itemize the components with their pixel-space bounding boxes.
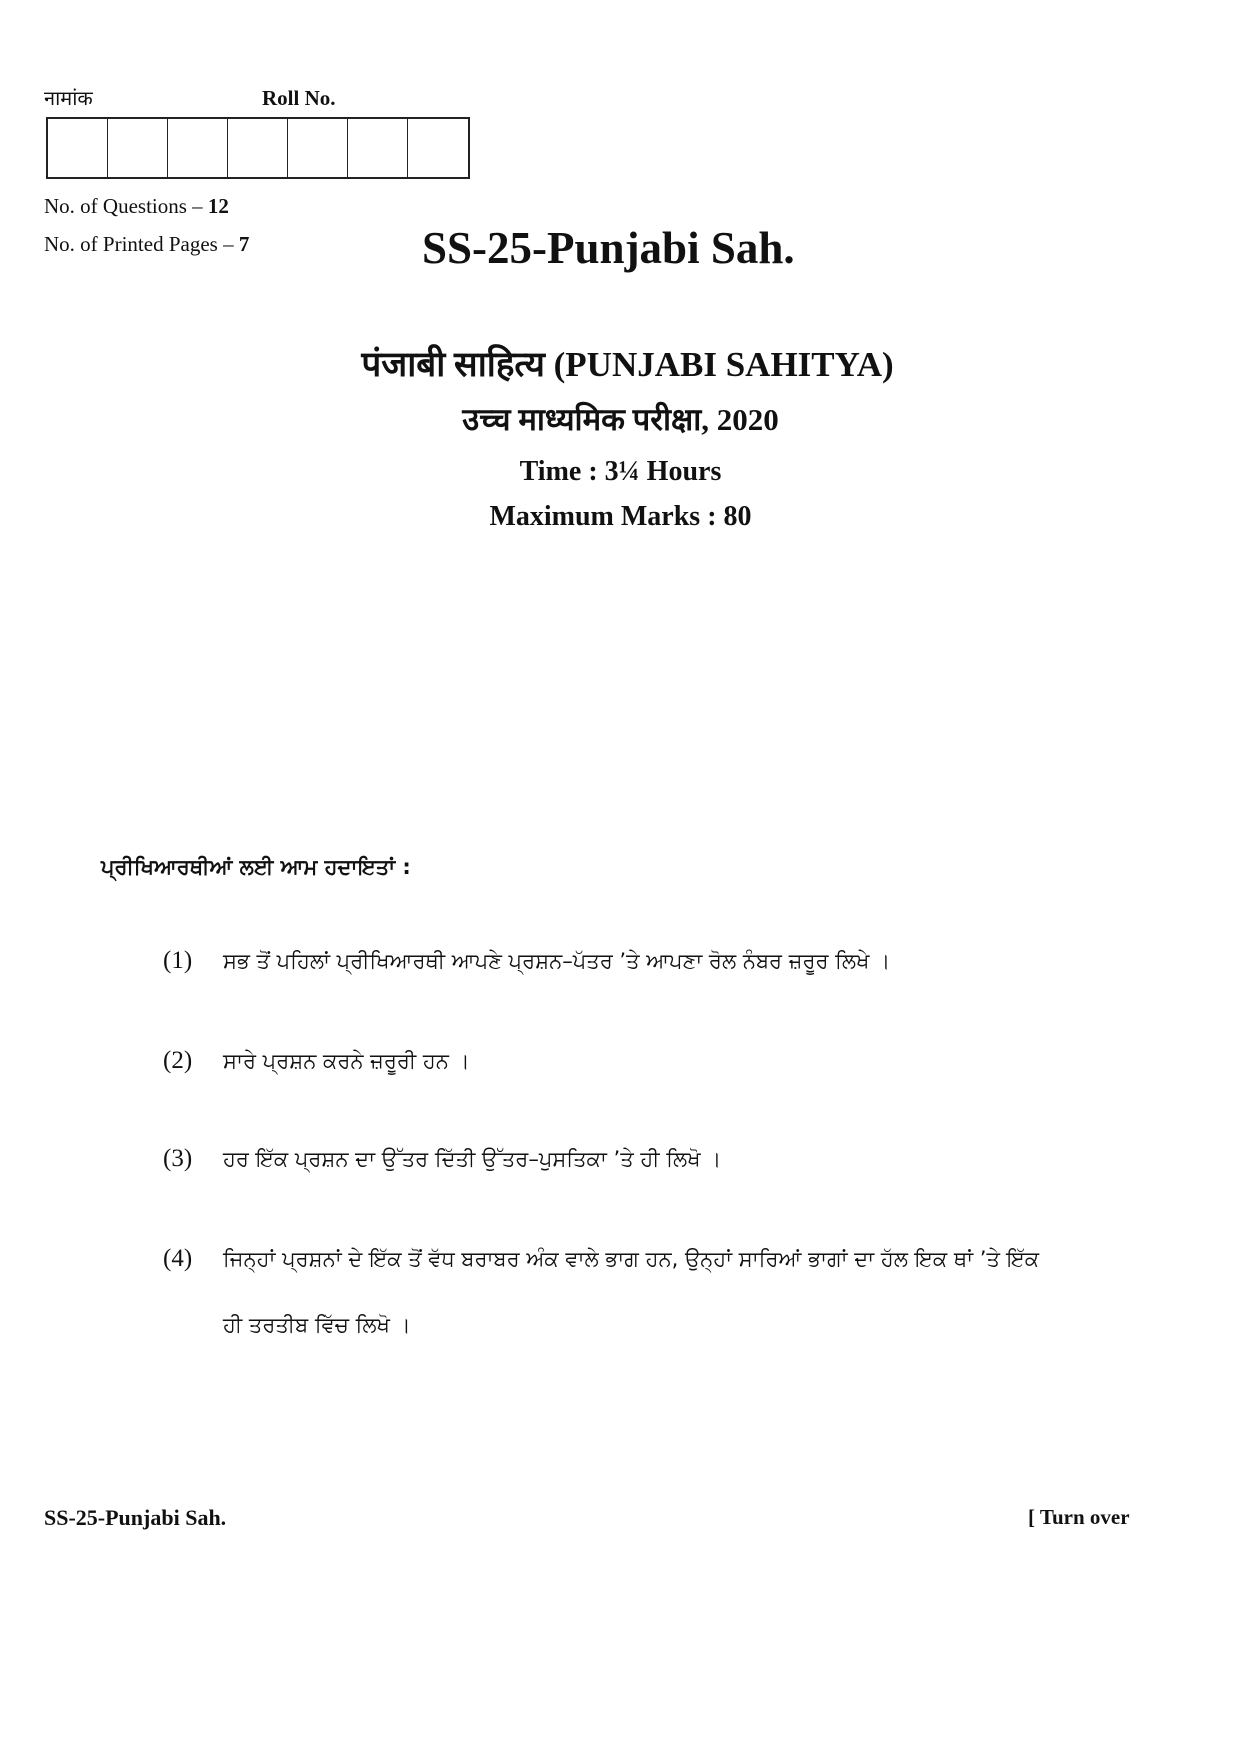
footer-paper-code: SS-25-Punjabi Sah. — [44, 1505, 227, 1530]
instruction-number: (4) — [163, 1245, 193, 1272]
roll-number-boxes[interactable] — [46, 117, 470, 179]
pages-label: No. of Printed Pages – — [44, 232, 239, 256]
instruction-text: ਸਭ ਤੋਂ ਪਹਿਲਾਂ ਪ੍ਰੀਖਿਆਰਥੀ ਆਪਣੇ ਪ੍ਰਸ਼ਨ–ਪੱਤਰ ’ਤੇ ਆਪਣਾ ਰੋਲ ਨੰਬਰ ਜ਼ਰੂਰ ਲਿਖੇ । — [223, 949, 891, 973]
questions-value: 12 — [207, 194, 229, 218]
instruction-item — [163, 1226, 1043, 1358]
instruction-item — [163, 1028, 1043, 1094]
number-of-pages — [44, 232, 249, 257]
turn-over-label: [ Turn over — [1028, 1505, 1130, 1529]
instructions-heading: ਪ੍ਰੀਖਿਆਰਥੀਆਂ ਲਈ ਆਮ ਹਦਾਇਤਾਂ : — [101, 855, 411, 879]
roll-number-box[interactable] — [348, 119, 408, 177]
namank-label: नामांक — [44, 88, 93, 110]
questions-label: No. of Questions – — [44, 194, 208, 218]
roll-number-box[interactable] — [168, 119, 228, 177]
instruction-number: (2) — [163, 1047, 193, 1074]
maximum-marks: Maximum Marks : 80 — [489, 501, 752, 532]
roll-number-box[interactable] — [108, 119, 168, 177]
instruction-number: (1) — [163, 947, 193, 974]
roll-number-box[interactable] — [228, 119, 288, 177]
instruction-text: ਹਰ ਇੱਕ ਪ੍ਰਸ਼ਨ ਦਾ ਉੱਤਰ ਦਿੱਤੀ ਉੱਤਰ–ਪੁਸਤਿਕਾ ’ਤੇ ਹੀ ਲਿਖੋ । — [223, 1147, 722, 1171]
instruction-text: ਜਿਨ੍ਹਾਂ ਪ੍ਰਸ਼ਨਾਂ ਦੇ ਇੱਕ ਤੋਂ ਵੱਧ ਬਰਾਬਰ ਅੰਕ ਵਾਲੇ ਭਾਗ ਹਨ, ਉਨ੍ਹਾਂ ਸਾਰਿਆਂ ਭਾਗਾਂ ਦਾ ਹੱਲ ਇਕ ਥਾਂ ’ਤੇ ਇੱਕ ਹੀ ਤਰਤੀਬ ਵਿੱਚ ਲਿਖੋ । — [223, 1247, 1040, 1337]
number-of-questions — [44, 194, 229, 219]
roll-number-box[interactable] — [288, 119, 348, 177]
roll-number-box[interactable] — [408, 119, 468, 177]
instruction-item — [163, 928, 1043, 994]
subject-title: पंजाबी साहित्य (PUNJABI SAHITYA) — [361, 345, 894, 384]
pages-value: 7 — [238, 232, 250, 256]
exam-name: उच्च माध्यमिक परीक्षा, 2020 — [462, 402, 779, 437]
instruction-text: ਸਾਰੇ ਪ੍ਰਸ਼ਨ ਕਰਨੇ ਜ਼ਰੂਰੀ ਹਨ । — [223, 1049, 470, 1073]
paper-code: SS-25-Punjabi Sah. — [422, 223, 795, 273]
roll-number-box[interactable] — [48, 119, 108, 177]
exam-time: Time : 3¼ Hours — [519, 456, 722, 487]
roll-number-label: Roll No. — [262, 86, 336, 110]
instruction-item — [163, 1126, 1043, 1192]
instruction-number: (3) — [163, 1145, 193, 1172]
